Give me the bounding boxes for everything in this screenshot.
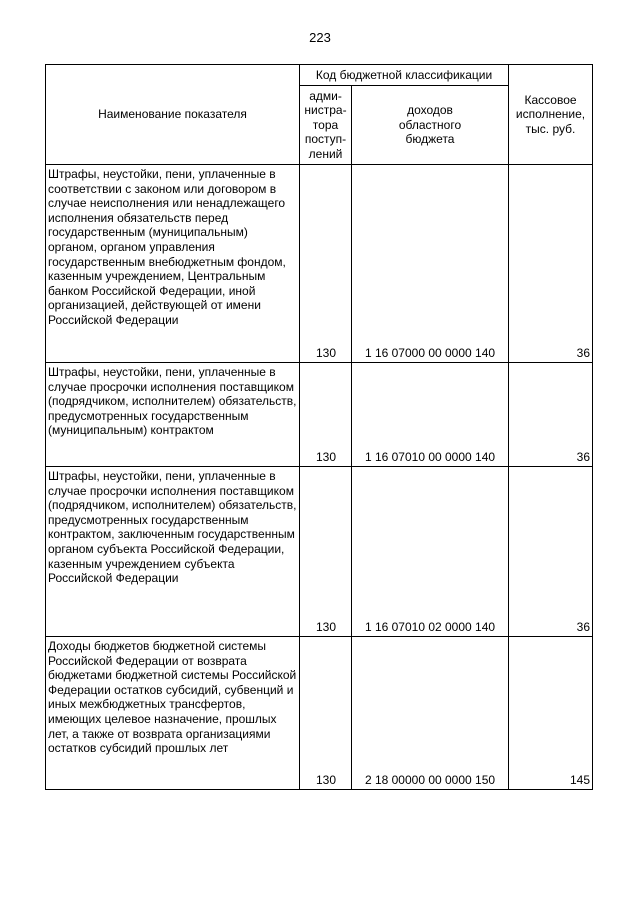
- header-name: [46, 65, 300, 165]
- row-name: Штрафы, неустойки, пени, уплаченные в случае просрочки исполнения поставщиком (подрядчиком, исполнителем) обязательств, предусмотренных государственным контрактом, заключенным государственным органом субъекта Российской Федерации, казенным учреждением субъекта Российской Федерации: [46, 467, 300, 637]
- budget-table: [45, 64, 593, 790]
- row-amount: 145: [509, 637, 593, 790]
- header-code-group-label: Код бюджетной классификации: [315, 67, 493, 82]
- table-row: [46, 363, 593, 467]
- table-header-row: [46, 65, 593, 86]
- header-admin: [300, 86, 352, 165]
- row-admin-code: 130: [300, 363, 352, 467]
- row-revenue-code: 2 18 00000 00 0000 150: [352, 637, 509, 790]
- row-admin-code: 130: [300, 165, 352, 363]
- row-name: Штрафы, неустойки, пени, уплаченные в соответствии с законом или договором в случае неисполнения или ненадлежащего исполнения обязательств перед государственным (муниципальным) органом, органом управления государственным внебюджетным фондом, казенным учреждением, Центральным банком Российской Федерации, иной организацией, действующей от имени Российской Федерации: [46, 165, 300, 363]
- row-revenue-code: 1 16 07000 00 0000 140: [352, 165, 509, 363]
- row-revenue-code: 1 16 07010 02 0000 140: [352, 467, 509, 637]
- row-admin-code: 130: [300, 467, 352, 637]
- row-name: Доходы бюджетов бюджетной системы Российской Федерации от возврата бюджетами бюджетной системы Российской Федерации остатков субсидий, субвенций и иных межбюджетных трансфертов, имеющих целевое назначение, прошлых лет, а также от возврата организациями остатков субсидий прошлых лет: [46, 637, 300, 790]
- header-name-label: Наименование показателя: [98, 107, 247, 122]
- table-row: [46, 467, 593, 637]
- row-amount: 36: [509, 165, 593, 363]
- row-admin-code: 130: [300, 637, 352, 790]
- page-number: 223: [309, 30, 331, 45]
- header-admin-label: адми- нистра- тора поступ- лений: [304, 88, 347, 161]
- row-name: Штрафы, неустойки, пени, уплаченные в случае просрочки исполнения поставщиком (подрядчиком, исполнителем) обязательств, предусмотренных государственным (муниципальным) контрактом: [46, 363, 300, 467]
- header-revenue-label: доходов областного бюджета: [398, 103, 462, 147]
- header-revenue: [352, 86, 509, 165]
- table-row: [46, 637, 593, 790]
- header-amount: [509, 65, 593, 165]
- header-amount-label: Кассовое исполнение, тыс. руб.: [515, 92, 586, 136]
- table-row: [46, 165, 593, 363]
- row-revenue-code: 1 16 07010 00 0000 140: [352, 363, 509, 467]
- header-code-group: [300, 65, 509, 86]
- row-amount: 36: [509, 467, 593, 637]
- row-amount: 36: [509, 363, 593, 467]
